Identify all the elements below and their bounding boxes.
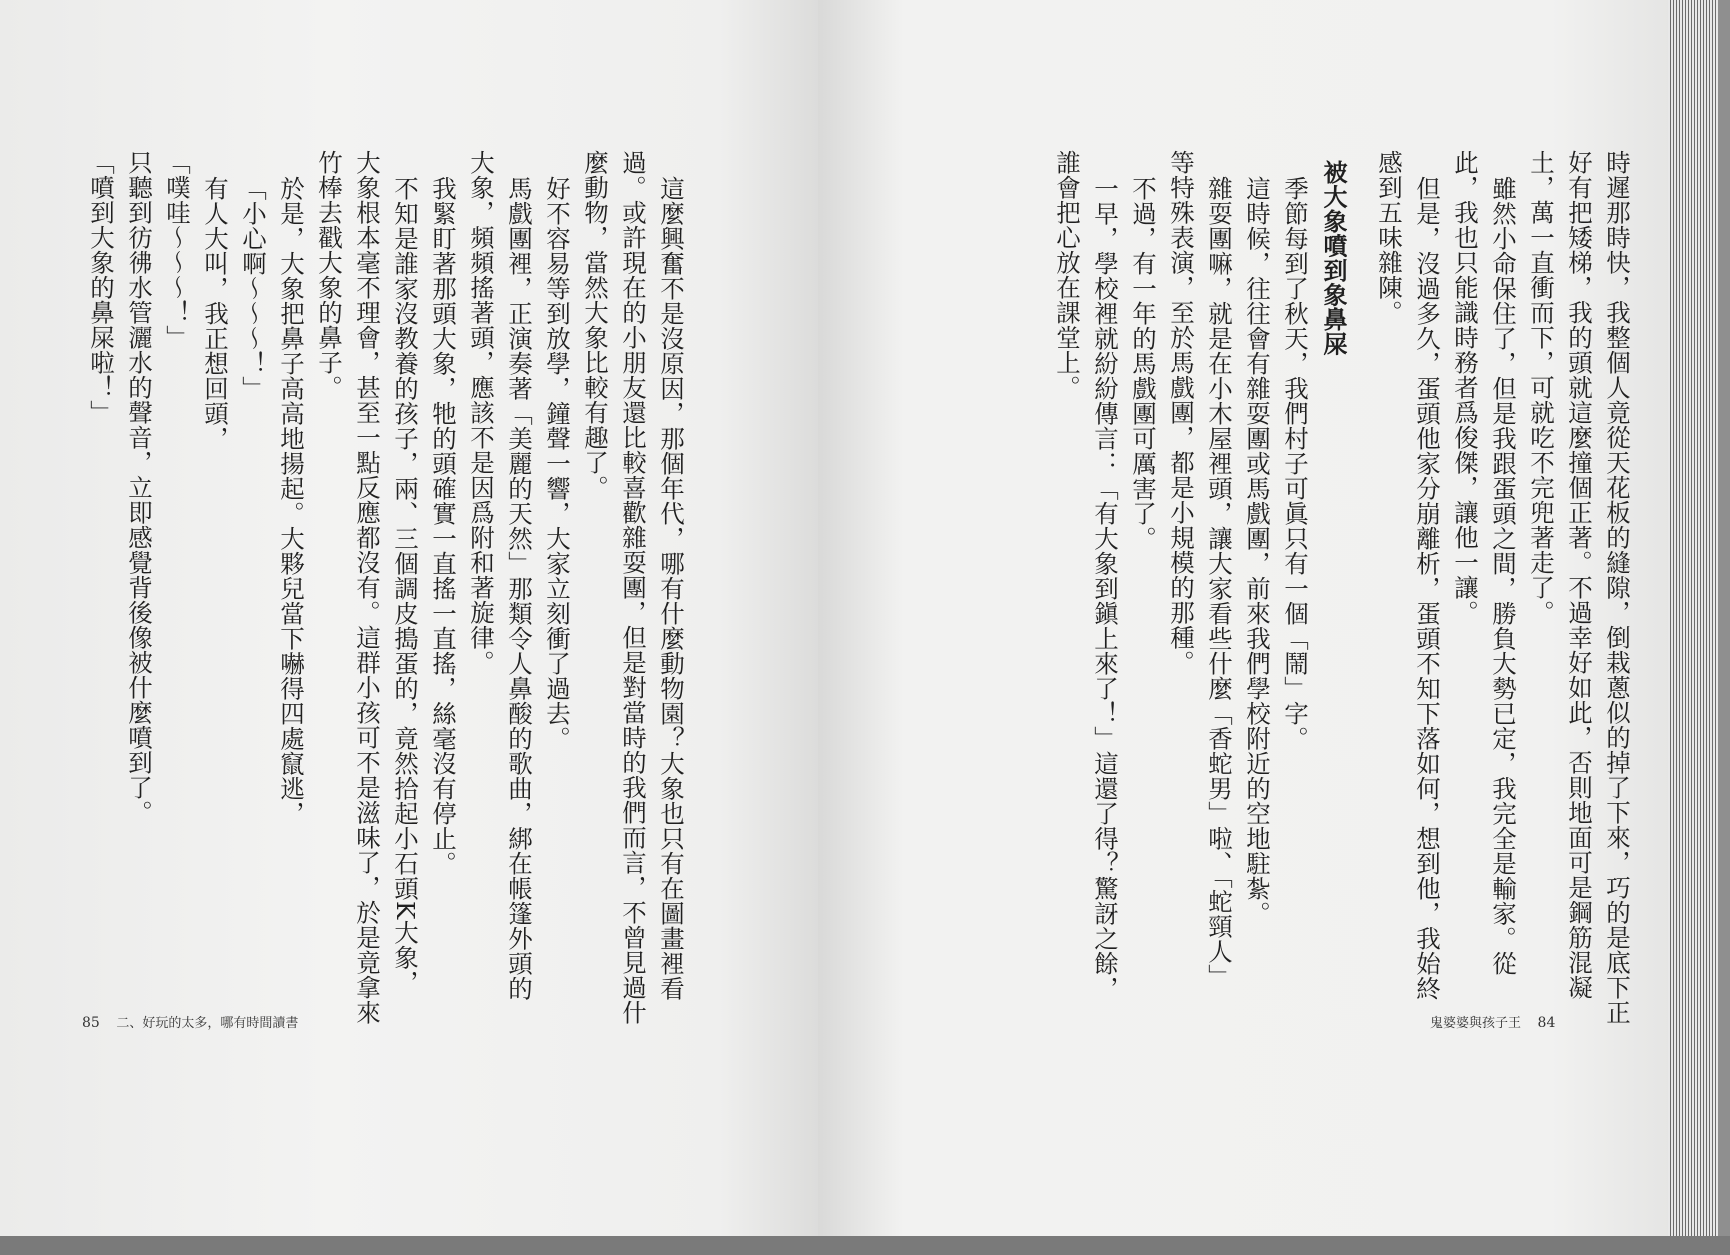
scanner-edge bbox=[0, 1236, 1730, 1255]
text-line: 於是，大象把鼻子高高地揚起。大夥兒當下嚇得四處竄逃， bbox=[277, 175, 306, 826]
text-line: 大象根本毫不理會，甚至一點反應都沒有。這群小孩可不是滋味了，於是竟拿來 bbox=[353, 150, 382, 1025]
text-line: 不知是誰家沒教養的孩子，兩、三個調皮搗蛋的，竟然拾起小石頭K大象， bbox=[391, 175, 420, 995]
left-page-footer bbox=[82, 1012, 298, 1031]
text-line: 有人大叫，我正想回頭， bbox=[201, 175, 230, 451]
text-line: 此，我也只能識時務者爲俊傑，讓他一讓。 bbox=[1451, 150, 1480, 625]
text-line: 時遲那時快，我整個人竟從天花板的縫隙，倒栽蔥似的掉了下來，巧的是底下正 bbox=[1603, 150, 1632, 1025]
text-line: 馬戲團裡，正演奏著「美麗的天然」那類令人鼻酸的歌曲，綁在帳篷外頭的 bbox=[505, 175, 534, 1001]
text-line: 麼動物，當然大象比較有趣了。 bbox=[581, 150, 610, 500]
text-line: 不過，有一年的馬戲團可厲害了。 bbox=[1129, 175, 1158, 551]
page-number: 84 bbox=[1537, 1015, 1556, 1031]
text-line: 這時候，往往會有雜耍團或馬戲團，前來我們學校附近的空地駐紮。 bbox=[1243, 175, 1272, 926]
text-line: 我緊盯著那頭大象，牠的頭確實一直搖一直搖，絲毫沒有停止。 bbox=[429, 175, 458, 876]
text-line: 竹棒去戳大象的鼻子。 bbox=[315, 150, 344, 400]
text-line: 「小心啊～～～！」 bbox=[239, 175, 268, 401]
text-line: 誰會把心放在課堂上。 bbox=[1053, 150, 1082, 400]
text-line: 「噗哇～～～！」 bbox=[163, 150, 192, 350]
text-line: 等特殊表演，至於馬戲團，都是小規模的那種。 bbox=[1167, 150, 1196, 675]
text-line: 雜耍團嘛，就是在小木屋裡頭，讓大家看些什麼「香蛇男」啦、「蛇頸人」 bbox=[1205, 175, 1234, 989]
text-line: 感到五味雜陳。 bbox=[1375, 150, 1404, 325]
section-heading: 被大象噴到象鼻屎 bbox=[1319, 160, 1347, 356]
text-line: 好不容易等到放學，鐘聲一響，大家立刻衝了過去。 bbox=[543, 175, 572, 751]
text-line: 「噴到大象的鼻屎啦！」 bbox=[87, 150, 116, 425]
section-gap bbox=[1352, 150, 1370, 1000]
text-line: 但是，沒過多久，蛋頭他家分崩離析，蛋頭不知下落如何，想到他，我始終 bbox=[1413, 175, 1442, 1001]
text-line: 只聽到彷彿水管灑水的聲音，立即感覺背後像被什麼噴到了。 bbox=[125, 150, 154, 825]
text-line: 雖然小命保住了，但是我跟蛋頭之間，勝負大勢已定，我完全是輸家。從 bbox=[1489, 175, 1518, 976]
running-title: 鬼婆婆與孩子王 bbox=[1430, 1016, 1522, 1031]
text-line: 過。或許現在的小朋友還比較喜歡雜耍團，但是對當時的我們而言，不曾見過什 bbox=[619, 150, 648, 1025]
text-line: 大象，頻頻搖著頭，應該不是因爲附和著旋律。 bbox=[467, 150, 496, 675]
right-page-footer bbox=[1430, 1012, 1555, 1031]
page-number: 85 bbox=[82, 1015, 100, 1031]
text-line: 好有把矮梯，我的頭就這麼撞個正著。不過幸好如此，否則地面可是鋼筋混凝 bbox=[1565, 150, 1594, 1000]
text-line: 這麼興奮不是沒原因，那個年代，哪有什麼動物園？大象也只有在圖畫裡看 bbox=[657, 175, 686, 1001]
running-title: 二、好玩的太多，哪有時間讀書 bbox=[116, 1016, 299, 1031]
text-line: 一早，學校裡就紛紛傳言：「有大象到鎭上來了！」這還了得？驚訝之餘， bbox=[1091, 175, 1120, 1001]
page-edges bbox=[1668, 0, 1718, 1255]
text-line: 季節每到了秋天，我們村子可眞只有一個「鬧」字。 bbox=[1281, 175, 1310, 751]
text-line: 土，萬一直衝而下，可就吃不完兜著走了。 bbox=[1527, 150, 1556, 625]
